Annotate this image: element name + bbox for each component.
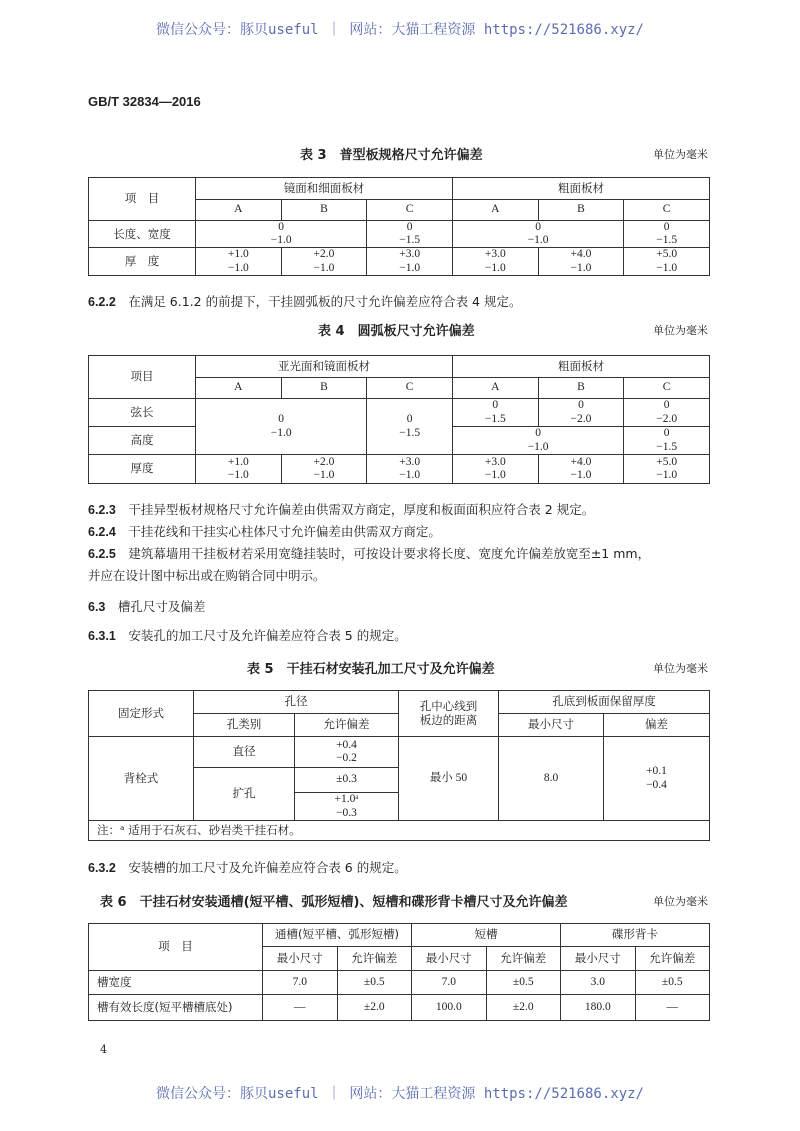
standard-number: GB/T 32834—2016 xyxy=(88,94,201,109)
unit-label: 单位为毫米 xyxy=(653,895,708,908)
cell: 0 −1.5 xyxy=(452,399,538,427)
para-6-2-3: 6.2.3 干挂异型板材规格尺寸允许偏差由供需双方商定，厚度和板面面积应符合表 2 规定。 xyxy=(88,502,595,517)
cell: 3.0 xyxy=(561,971,636,995)
cell: +5.0 −1.0 xyxy=(624,455,710,484)
cell: 7.0 xyxy=(263,971,338,995)
page-number: 4 xyxy=(100,1043,107,1056)
cell: +5.0 −1.0 xyxy=(624,248,710,275)
cell: +2.0 −1.0 xyxy=(281,455,367,484)
cell: 0 −1.0 xyxy=(452,221,623,248)
grade: A xyxy=(452,200,538,221)
header: 最小尺寸 xyxy=(412,947,487,971)
cell: ±0.3 xyxy=(295,768,399,793)
header: 固定形式 xyxy=(89,691,194,737)
unit-label: 单位为毫米 xyxy=(653,324,708,337)
cell: 7.0 xyxy=(412,971,487,995)
row-label: 槽宽度 xyxy=(89,971,263,995)
cell: 0 −2.0 xyxy=(624,399,710,427)
header: 孔径 xyxy=(194,691,399,714)
grade: C xyxy=(624,378,710,399)
cell: — xyxy=(635,995,710,1021)
row-label: 长度、宽度 xyxy=(89,221,196,248)
header: 允许偏差 xyxy=(486,947,561,971)
cell: ±0.5 xyxy=(337,971,412,995)
cell: 背栓式 xyxy=(89,737,194,821)
cell: 0 −1.0 xyxy=(196,221,367,248)
cell: +3.0 −1.0 xyxy=(452,248,538,275)
group-header: 亚光面和镜面板材 xyxy=(196,356,453,378)
grade: A xyxy=(196,200,282,221)
row-label: 厚度 xyxy=(89,455,196,484)
cell: ±0.5 xyxy=(635,971,710,995)
cell: 180.0 xyxy=(561,995,636,1021)
table4-caption: 表 4 圆弧板尺寸允许偏差 xyxy=(318,324,475,339)
table3 xyxy=(88,177,710,276)
header: 碟形背卡 xyxy=(561,924,710,947)
cell: 0 −1.5 xyxy=(367,399,453,455)
header: 最小尺寸 xyxy=(499,714,604,737)
cell: ±2.0 xyxy=(337,995,412,1021)
grade: C xyxy=(367,200,453,221)
table5-caption: 表 5 干挂石材安装孔加工尺寸及允许偏差 xyxy=(247,662,495,677)
grade: C xyxy=(367,378,453,399)
item-header: 项目 xyxy=(89,356,196,399)
cell: — xyxy=(263,995,338,1021)
cell: ±2.0 xyxy=(486,995,561,1021)
cell: +0.4 −0.2 xyxy=(295,737,399,768)
para-6-3-2: 6.3.2 安装槽的加工尺寸及允许偏差应符合表 6 的规定。 xyxy=(88,860,407,875)
row-label: 厚 度 xyxy=(89,248,196,275)
header: 允许偏差 xyxy=(337,947,412,971)
grade: A xyxy=(196,378,282,399)
cell: 0 −2.0 xyxy=(538,399,624,427)
unit-label: 单位为毫米 xyxy=(653,148,708,161)
cell: +1.0ᵃ −0.3 xyxy=(295,793,399,821)
cell: +1.0 −1.0 xyxy=(196,248,282,275)
cell: +3.0 −1.0 xyxy=(367,455,453,484)
grade: B xyxy=(538,200,624,221)
unit-label: 单位为毫米 xyxy=(653,662,708,675)
grade: B xyxy=(281,200,367,221)
table4 xyxy=(88,355,710,484)
table5 xyxy=(88,690,710,841)
table-note: 注：ᵃ 适用于石灰石、砂岩类干挂石材。 xyxy=(89,821,710,841)
table3-caption: 表 3 普型板规格尺寸允许偏差 xyxy=(300,148,483,163)
watermark-bottom: 微信公众号：豚贝useful ｜ 网站：大猫工程资源 https://521686.xyz/ xyxy=(155,1086,644,1102)
cell: 0 −1.0 xyxy=(452,427,623,455)
cell: 扩孔 xyxy=(194,768,295,821)
row-label: 弦长 xyxy=(89,399,196,427)
para-6-2-5: 6.2.5 建筑幕墙用干挂板材若采用宽缝挂装时，可按设计要求将长度、宽度允许偏差放宽至±1 mm， xyxy=(88,546,651,561)
para-6-2-4: 6.2.4 干挂花线和干挂实心柱体尺寸允许偏差由供需双方商定。 xyxy=(88,524,441,539)
grade: A xyxy=(452,378,538,399)
header: 孔类别 xyxy=(194,714,295,737)
cell: ±0.5 xyxy=(486,971,561,995)
header: 偏差 xyxy=(604,714,710,737)
header: 允许偏差 xyxy=(295,714,399,737)
cell: +4.0 −1.0 xyxy=(538,455,624,484)
cell: 0 −1.5 xyxy=(367,221,453,248)
cell: +1.0 −1.0 xyxy=(196,455,282,484)
row-label: 槽有效长度(短平槽槽底处) xyxy=(89,995,263,1021)
header: 孔底到板面保留厚度 xyxy=(499,691,710,714)
group-header: 粗面板材 xyxy=(452,178,709,200)
para-6-2-2: 6.2.2 在满足 6.1.2 的前提下，干挂圆弧板的尺寸允许偏差应符合表 4 规定。 xyxy=(88,294,522,309)
grade: B xyxy=(538,378,624,399)
cell: +4.0 −1.0 xyxy=(538,248,624,275)
grade: C xyxy=(624,200,710,221)
group-header: 镜面和细面板材 xyxy=(196,178,453,200)
cell: +0.1 −0.4 xyxy=(604,737,710,821)
para-6-3-1: 6.3.1 安装孔的加工尺寸及允许偏差应符合表 5 的规定。 xyxy=(88,628,407,643)
cell: 直径 xyxy=(194,737,295,768)
header: 通槽(短平槽、弧形短槽) xyxy=(263,924,412,947)
cell: +3.0 −1.0 xyxy=(367,248,453,275)
cell: 100.0 xyxy=(412,995,487,1021)
cell: 最小 50 xyxy=(399,737,499,821)
header: 孔中心线到 板边的距离 xyxy=(399,691,499,737)
cell: 0 −1.5 xyxy=(624,221,710,248)
header: 短槽 xyxy=(412,924,561,947)
item-header: 项 目 xyxy=(89,178,196,221)
header: 最小尺寸 xyxy=(561,947,636,971)
cell: 8.0 xyxy=(499,737,604,821)
cell: +3.0 −1.0 xyxy=(452,455,538,484)
header: 允许偏差 xyxy=(635,947,710,971)
cell: 0 −1.0 xyxy=(196,399,367,455)
row-label: 高度 xyxy=(89,427,196,455)
grade: B xyxy=(281,378,367,399)
table6-caption: 表 6 干挂石材安装通槽(短平槽、弧形短槽)、短槽和碟形背卡槽尺寸及允许偏差 xyxy=(100,895,568,910)
section-6-3: 6.3 槽孔尺寸及偏差 xyxy=(88,599,206,614)
header: 项 目 xyxy=(89,924,263,971)
group-header: 粗面板材 xyxy=(452,356,709,378)
para-6-2-5-cont: 并应在设计图中标出或在购销合同中明示。 xyxy=(88,568,326,583)
header: 最小尺寸 xyxy=(263,947,338,971)
watermark-top: 微信公众号：豚贝useful ｜ 网站：大猫工程资源 https://521686.xyz/ xyxy=(155,22,644,38)
cell: +2.0 −1.0 xyxy=(281,248,367,275)
table6 xyxy=(88,923,710,1021)
cell: 0 −1.5 xyxy=(624,427,710,455)
